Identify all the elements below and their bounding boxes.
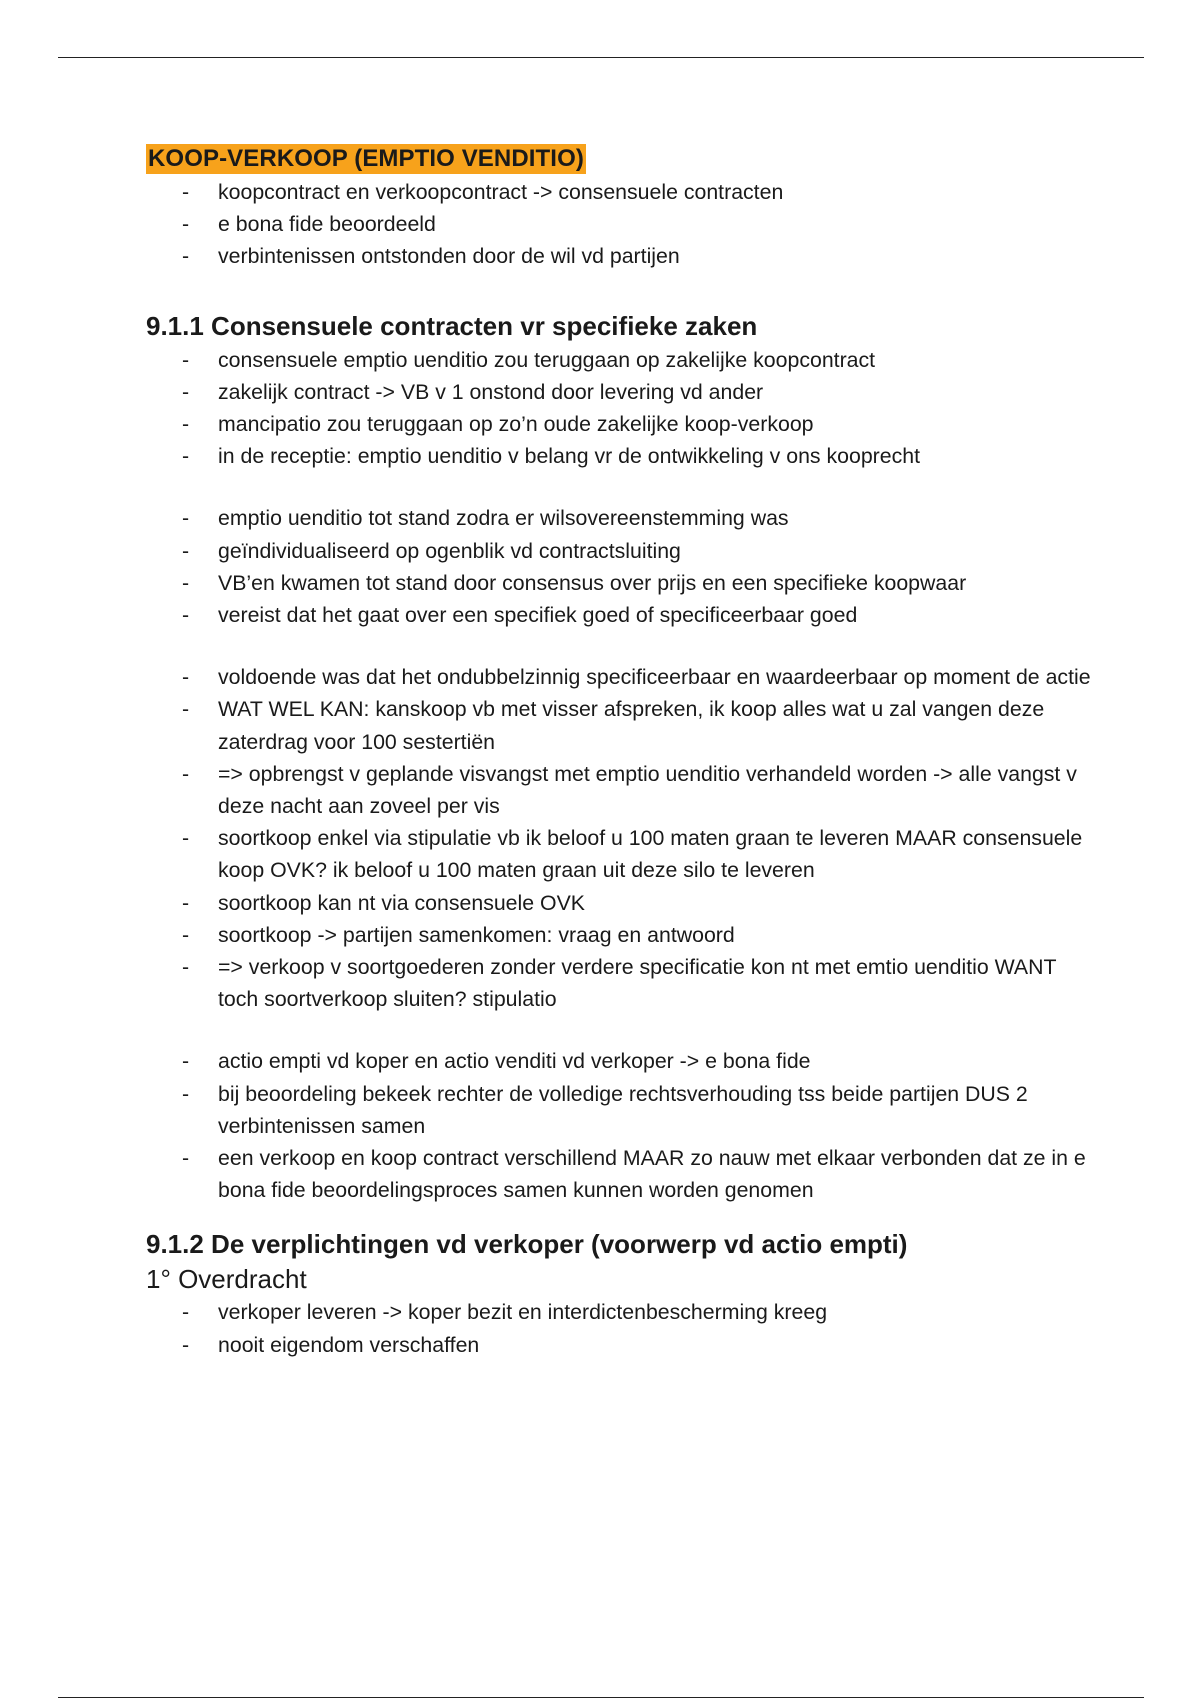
heading-9-1-2: 9.1.2 De verplichtingen vd verkoper (voorwerp vd actio empti): [146, 1229, 908, 1260]
list-item-text: bij beoordeling bekeek rechter de volledige rechtsverhouding tss beide partijen DUS 2 verbintenissen samen: [218, 1081, 1028, 1138]
list-item-text: koopcontract en verkoopcontract -> consensuele contracten: [218, 180, 784, 204]
list-item: [146, 661, 1096, 693]
list-item: [146, 502, 1096, 534]
list-item: [146, 822, 1096, 886]
list-item-text: VB’en kwamen tot stand door consensus over prijs en een specifieke koopwaar: [218, 570, 967, 595]
list-item-text: => verkoop v soortgoederen zonder verdere specificatie kon nt met emtio uenditio WANT toch soortverkoop sluiten? stipulatio: [218, 955, 1057, 1012]
subheading-overdracht: 1° Overdracht: [146, 1264, 307, 1295]
list-item: [146, 567, 1096, 599]
dash-bullet: -: [182, 180, 190, 204]
list-item-text: => opbrengst v geplande visvangst met emptio uenditio verhandeld worden -> alle vangst v deze nacht aan zoveel per vis: [218, 761, 1077, 819]
dash-bullet: -: [182, 538, 190, 563]
list-item: [146, 951, 1096, 1015]
list-item-text: verkoper leveren -> koper bezit en interdictenbescherming kreeg: [218, 1300, 828, 1325]
list-item-text: voldoende was dat het ondubbelzinnig specificeerbaar en waardeerbaar op moment de actie: [218, 665, 1091, 690]
dash-bullet: -: [182, 665, 190, 690]
list-item: [146, 1329, 1096, 1361]
list-item-text: e bona fide beoordeeld: [218, 212, 436, 237]
list-item-text: nooit eigendom verschaffen: [218, 1332, 480, 1357]
list-item: [146, 919, 1096, 951]
dash-bullet: -: [182, 244, 190, 269]
list-item-text: verbintenissen ontstonden door de wil vd partijen: [218, 244, 680, 269]
list-item: [146, 887, 1096, 919]
dash-bullet: -: [182, 379, 190, 404]
list-item-text: een verkoop en koop contract verschillend MAAR zo nauw met elkaar verbonden dat ze in e bona fide beoordelingsproces samen kunnen worden genomen: [218, 1146, 1086, 1203]
dash-bullet: -: [182, 570, 190, 595]
dash-bullet: -: [182, 1049, 190, 1074]
list-item-text: actio empti vd koper en actio venditi vd verkoper -> e bona fide: [218, 1049, 811, 1074]
list-item-text: soortkoop enkel via stipulatie vb ik beloof u 100 maten graan te leveren MAAR consensuele koop OVK? ik beloof u 100 maten graan uit deze silo te leveren: [218, 826, 1083, 883]
list-item-text: consensuele emptio uenditio zou teruggaan op zakelijke koopcontract: [218, 347, 876, 372]
bottom-rule: [58, 1697, 1144, 1698]
list-item: [146, 1045, 1096, 1077]
dash-bullet: -: [182, 761, 190, 786]
list-911-group4: [146, 1045, 1096, 1206]
dash-bullet: -: [182, 697, 190, 722]
list-item-text: mancipatio zou teruggaan op zo’n oude zakelijke koop-verkoop: [218, 412, 814, 437]
dash-bullet: -: [182, 212, 190, 237]
dash-bullet: -: [182, 922, 190, 947]
dash-bullet: -: [182, 1300, 190, 1325]
list-item-text: emptio uenditio tot stand zodra er wilsovereenstemming was: [218, 506, 789, 531]
list-912: [146, 1296, 1096, 1360]
list-item: [146, 758, 1096, 822]
list-item-text: vereist dat het gaat over een specifiek goed of specificeerbaar goed: [218, 603, 858, 628]
list-item: [146, 408, 1096, 440]
list-item: [146, 1078, 1096, 1142]
list-item: [146, 208, 1096, 240]
intro-list: [146, 176, 1096, 273]
dash-bullet: -: [182, 1146, 190, 1171]
list-item-text: in de receptie: emptio uenditio v belang vr de ontwikkeling v ons kooprecht: [218, 444, 921, 469]
section-title: KOOP-VERKOOP (EMPTIO VENDITIO): [148, 145, 584, 172]
heading-9-1-1: 9.1.1 Consensuele contracten vr specifieke zaken: [146, 310, 758, 341]
dash-bullet: -: [182, 890, 190, 915]
list-911-group3: [146, 661, 1096, 1015]
list-item: [146, 535, 1096, 567]
list-item: [146, 344, 1096, 376]
dash-bullet: -: [182, 826, 190, 851]
dash-bullet: -: [182, 603, 190, 628]
list-item: [146, 240, 1096, 272]
list-item: [146, 599, 1096, 631]
list-item-text: WAT WEL KAN: kanskoop vb met visser afspreken, ik koop alles wat u zal vangen deze zaterdrag voor 100 sestertiën: [218, 697, 1045, 754]
dash-bullet: -: [182, 347, 190, 372]
list-item-text: zakelijk contract -> VB v 1 onstond door levering vd ander: [218, 379, 764, 404]
top-rule: [58, 57, 1144, 58]
list-item-text: geïndividualiseerd op ogenblik vd contractsluiting: [218, 538, 681, 563]
list-item: [146, 440, 1096, 472]
list-item: [146, 1296, 1096, 1328]
dash-bullet: -: [182, 506, 190, 531]
list-item-text: soortkoop -> partijen samenkomen: vraag en antwoord: [218, 922, 735, 947]
list-item: [146, 176, 1096, 208]
list-item-text: soortkoop kan nt via consensuele OVK: [218, 890, 585, 915]
list-item: [146, 693, 1096, 757]
dash-bullet: -: [182, 1081, 190, 1106]
list-item: [146, 1142, 1096, 1206]
dash-bullet: -: [182, 955, 190, 980]
list-911-group1: [146, 344, 1096, 473]
dash-bullet: -: [182, 444, 190, 469]
list-item: [146, 376, 1096, 408]
document-body: [146, 144, 1096, 1361]
dash-bullet: -: [182, 412, 190, 437]
list-911-group2: [146, 502, 1096, 631]
dash-bullet: -: [182, 1332, 190, 1357]
